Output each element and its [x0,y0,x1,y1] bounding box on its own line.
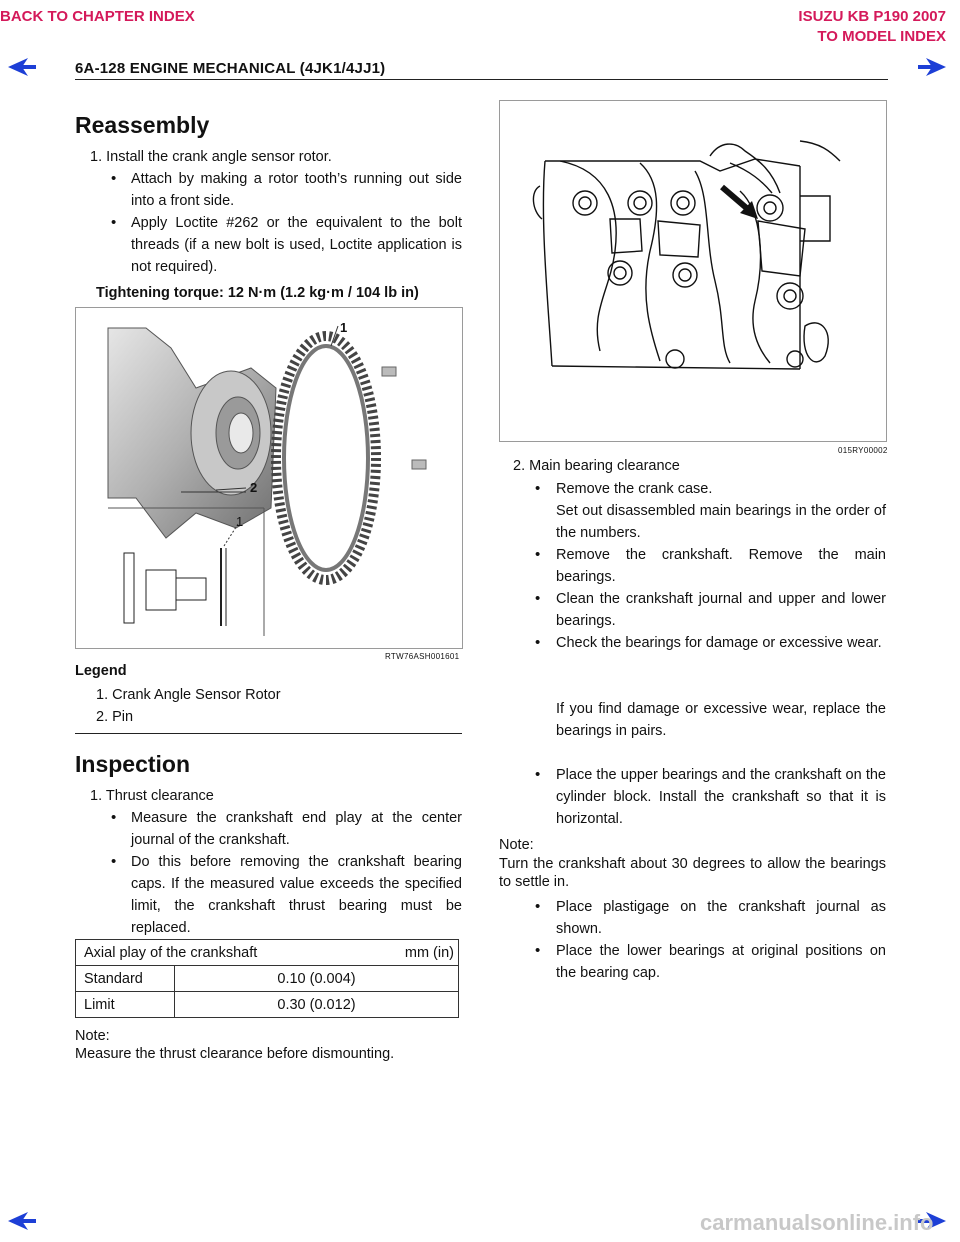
right-bullet-3: Clean the crankshaft journal and upper and lower bearings. [556,591,886,629]
next-page-arrow-icon[interactable] [918,58,946,76]
right-bullet-4: Check the bearings for damage or excessive wear. [556,635,882,651]
right-bullet-1: Remove the crank case. [556,481,713,497]
bullet-icon: • [535,766,541,783]
legend-item-2: 2. Pin [96,709,134,725]
inspection-note-text: Measure the thrust clearance before dismounting. [75,1046,395,1062]
reassembly-bullet-1: Attach by making a rotor tooth’s running out side into a front side. [131,171,462,209]
legend-heading: Legend [75,663,127,679]
table-cell-value: 0.10 (0.004) [175,966,459,992]
reassembly-bullet-2: Apply Loctite #262 or the equivalent to the bolt threads (if a new bolt is used, Loctite application is not required). [131,215,462,275]
bullet-icon: • [535,590,541,607]
table-cell-label: Limit [76,992,175,1018]
axial-play-table [75,939,459,1018]
bullet-icon: • [111,170,117,187]
back-to-chapter-link[interactable]: BACK TO CHAPTER INDEX [0,8,195,25]
right-bullet-5: Place the upper bearings and the crankshaft on the cylinder block. Install the crankshaft so that it is horizontal. [556,767,886,827]
crank-rotor-figure [75,307,463,649]
right-bullet-1-sub: Set out disassembled main bearings in the order of the numbers. [556,503,886,541]
bullet-icon: • [535,634,541,651]
reassembly-heading: Reassembly [75,112,210,138]
bullet-icon: • [111,809,117,826]
callout-1-inset: 1 [236,514,244,529]
bullet-icon: • [535,480,541,497]
previous-page-arrow-icon[interactable] [8,58,36,76]
right-bullet-4-sub: If you find damage or excessive wear, replace the bearings in pairs. [556,701,886,739]
callout-1: 1 [340,320,348,335]
right-note-label: Note: [499,837,534,853]
inspection-bullet-1: Measure the crankshaft end play at the center journal of the crankshaft. [131,810,462,848]
table-cell-label: Standard [76,966,175,992]
reassembly-step-1: 1. Install the crank angle sensor rotor. [90,149,332,165]
right-note-text: Turn the crankshaft about 30 degrees to allow the bearings to settle in. [499,856,886,890]
bullet-icon: • [111,214,117,231]
bullet-icon: • [535,942,541,959]
inspection-note-label: Note: [75,1028,110,1044]
header-rule [75,79,888,80]
legend-rule [75,733,462,734]
callout-2: 2 [250,480,258,495]
figure-caption-1: RTW76ASH001601 [385,652,460,661]
crankshaft-bearing-figure [499,100,887,442]
main-bearing-step-2: 2. Main bearing clearance [513,458,680,474]
legend-item-1: 1. Crank Angle Sensor Rotor [96,687,281,703]
bullet-icon: • [535,546,541,563]
table-cell-value: 0.30 (0.012) [175,992,459,1018]
table-header-cell [76,940,459,966]
bullet-icon: • [111,853,117,870]
table-header-right: mm (in) [404,944,454,961]
previous-page-arrow-bottom-icon[interactable] [8,1212,36,1230]
figure-caption-2: 015RY00002 [838,446,888,455]
right-bullet-6: Place plastigage on the crankshaft journal as shown. [556,899,886,937]
inspection-heading: Inspection [75,751,191,777]
inspection-bullet-2: Do this before removing the crankshaft bearing caps. If the measured value exceeds the specified limit, the crankshaft thrust bearing must be replaced. [131,854,462,936]
table-row [76,992,459,1018]
table-row [76,966,459,992]
page-header-title: 6A-128 ENGINE MECHANICAL (4JK1/4JJ1) [75,60,386,77]
crankshaft-illustration [500,101,886,441]
watermark: carmanualsonline.info [700,1210,934,1235]
bullet-icon: • [535,898,541,915]
model-title: ISUZU KB P190 2007 [798,8,946,25]
right-bullet-2: Remove the crankshaft. Remove the main bearings. [556,547,886,585]
crank-rotor-illustration [76,308,462,648]
inspection-step-1: 1. Thrust clearance [90,788,214,804]
to-model-index-link[interactable]: TO MODEL INDEX [817,28,946,45]
table-header-row [76,940,459,966]
tightening-torque: Tightening torque: 12 N·m (1.2 kg·m / 104 lb in) [96,285,419,301]
right-bullet-7: Place the lower bearings at original positions on the bearing cap. [556,943,886,981]
table-header-left: Axial play of the crankshaft [84,944,258,961]
